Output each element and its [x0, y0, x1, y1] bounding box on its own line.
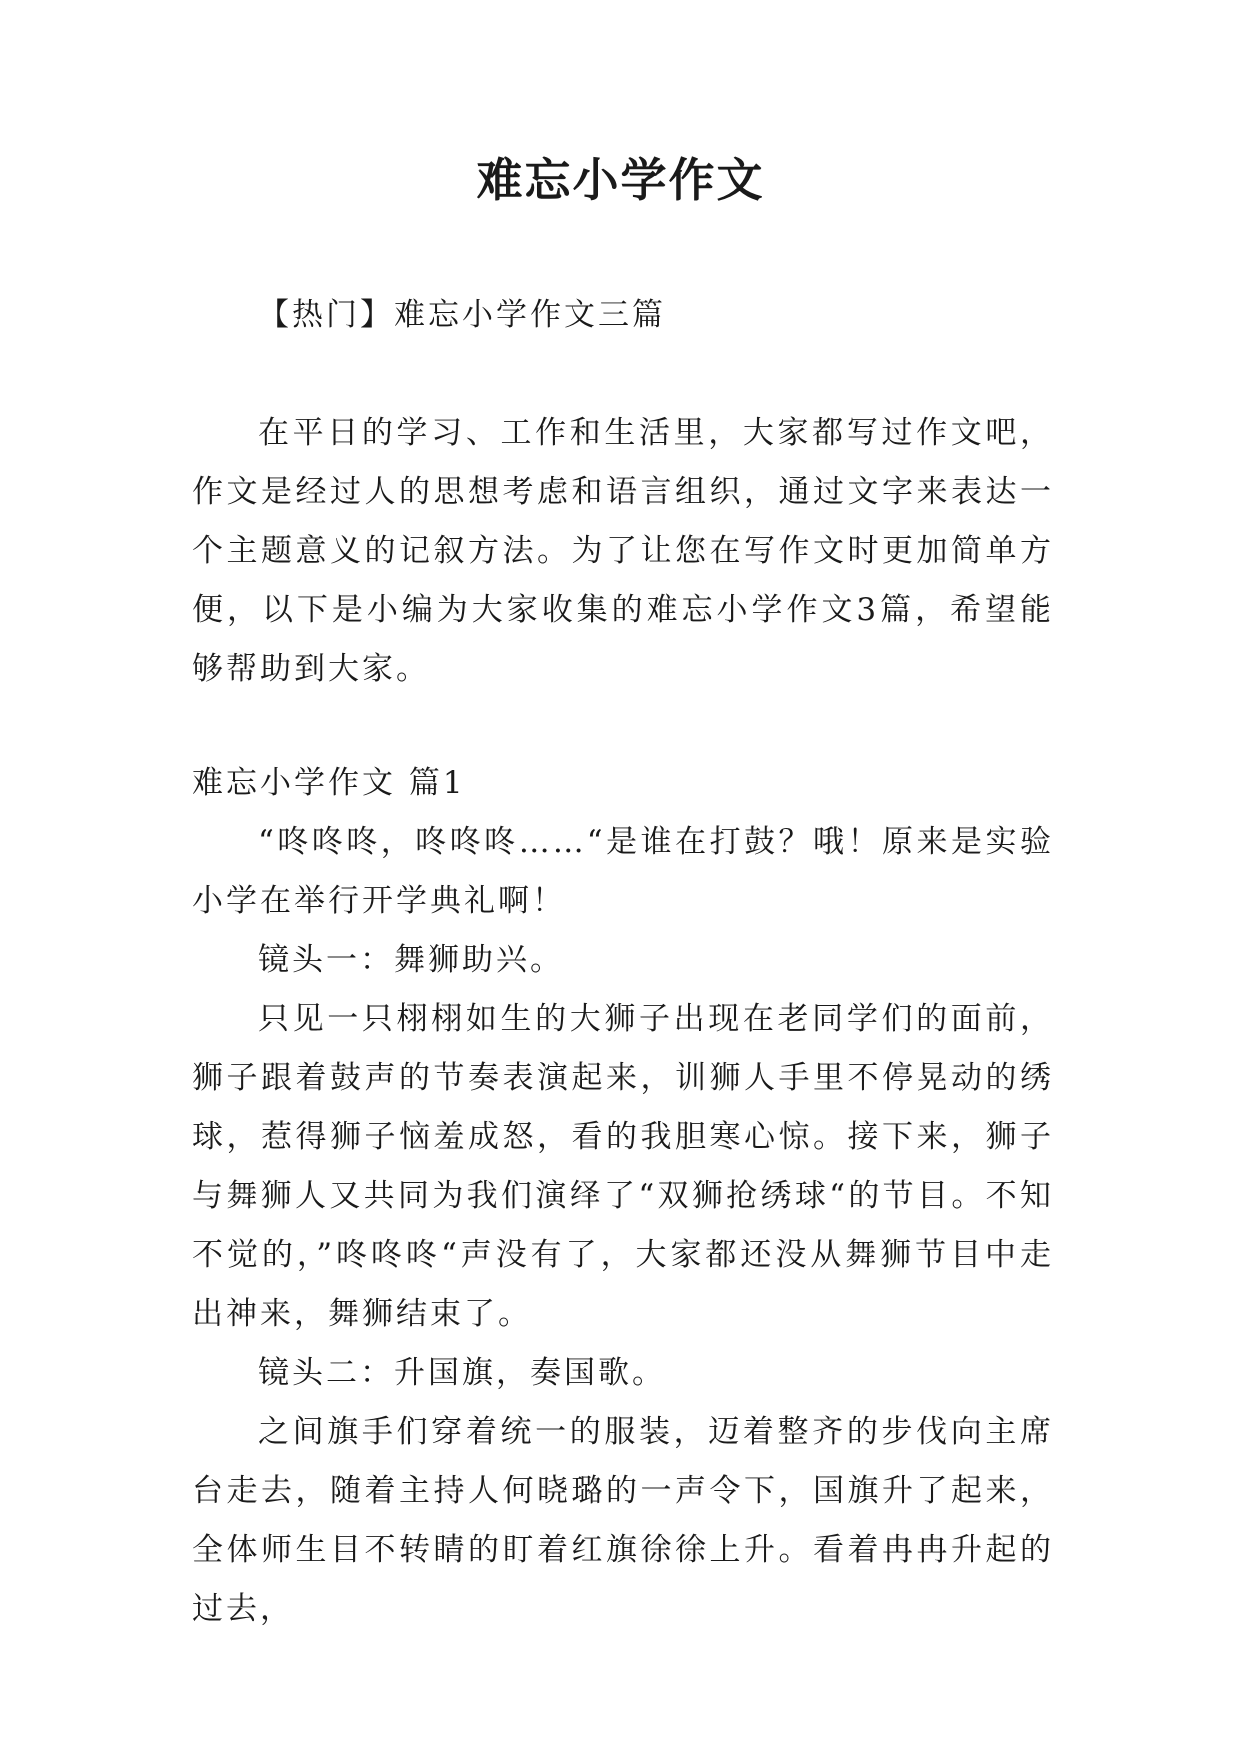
document-title: 难忘小学作文 — [476, 153, 765, 207]
essay-paragraph: 之间旗手们穿着统一的服装，迈着整齐的步伐向主席台走去，随着主持人何晓璐的一声令下，国旗升了起来，全体师生目不转睛的盯着红旗徐徐上升。看着冉冉升起的过去， — [192, 1414, 1054, 1627]
essay-paragraph: “咚咚咚，咚咚咚……“是谁在打鼓？哦！原来是实验小学在举行开学典礼啊！ — [192, 824, 1054, 919]
intro-paragraph: 在平日的学习、工作和生活里，大家都写过作文吧，作文是经过人的思想考虑和语言组织，通过文字来表达一个主题意义的记叙方法。为了让您在写作文时更加简单方便，以下是小编为大家收集的难忘小学作文3篇，希望能够帮助到大家。 — [192, 415, 1054, 687]
essay-body — [192, 813, 1054, 1639]
essay-paragraph: 镜头二：升国旗，奏国歌。 — [258, 1355, 666, 1391]
section-heading: 难忘小学作文 篇1 — [192, 765, 466, 801]
essay-paragraph: 只见一只栩栩如生的大狮子出现在老同学们的面前，狮子跟着鼓声的节奏表演起来，训狮人手里不停晃动的绣球，惹得狮子恼羞成怒，看的我胆寒心惊。接下来，狮子与舞狮人又共同为我们演绎了“双狮抢绣球“的节目。不知不觉的，”咚咚咚“声没有了，大家都还没从舞狮节目中走出神来，舞狮结束了。 — [192, 1001, 1054, 1332]
essay-paragraph: 镜头一：舞狮助兴。 — [258, 942, 564, 978]
document-subtitle: 【热门】难忘小学作文三篇 — [258, 297, 666, 333]
